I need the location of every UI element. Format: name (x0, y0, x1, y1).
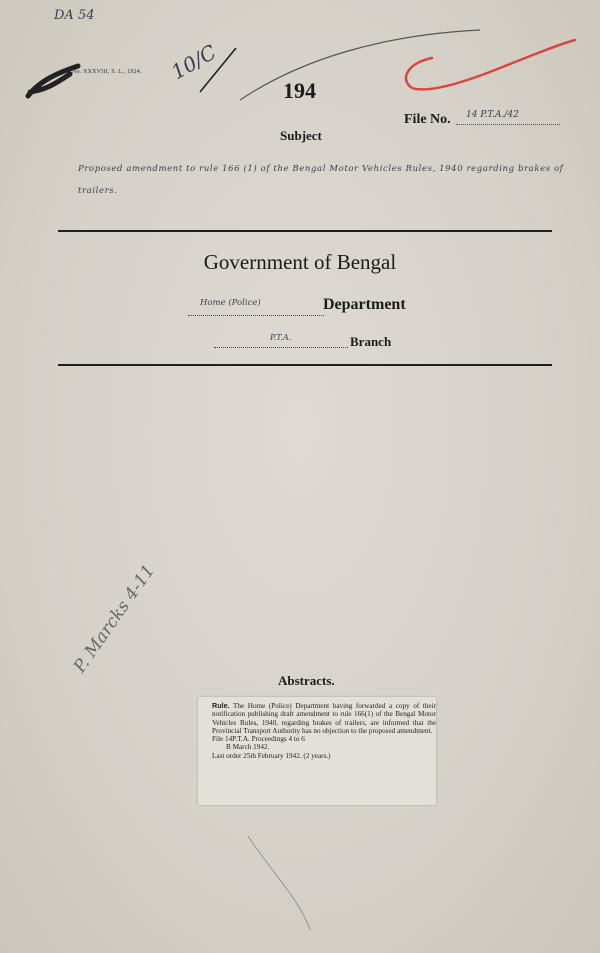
branch-label: Branch (350, 334, 392, 349)
file-number-value: 14 P.T.A./42 (466, 110, 519, 120)
abstract-last-order: Last order 25th February 1942. (2 years.) (212, 751, 331, 760)
file-number-label: File No. (404, 112, 451, 127)
subject-text: Proposed amendment to rule 166 (1) of the Bengal Motor Vehicles Rules, 1940 regarding brakes of trailers. (78, 164, 564, 196)
department-line (188, 315, 324, 316)
government-title: Government of Bengal (203, 250, 397, 274)
margin-annotation: P. Marcks 4-11 (70, 561, 160, 677)
abstract-file-line: File 14P.T.A. Proceedings 4 to 6 (212, 735, 305, 744)
abstract-date-line: B March 1942. (226, 743, 270, 752)
top-divider (58, 230, 552, 232)
branch-line (214, 347, 348, 348)
abstract-slip (198, 697, 436, 805)
file-number-line (456, 124, 560, 125)
department-value: Home (Police) (200, 298, 261, 308)
abstract-body: The Home (Police) Department having forwarded a copy of their notification publishing draft amendment to rule 166(1) of the Bengal Motor Vehicles Rules, 1940, regarding brakes of trailers, are informed that the Provincial Transport Authority has no objection to the proposed amendment. (212, 702, 436, 735)
abstract-text (212, 702, 436, 760)
department-label: Department (323, 296, 406, 313)
top-left-annotation: DA 54 (54, 8, 95, 23)
bottom-divider (58, 364, 552, 366)
subject-label: Subject (280, 128, 322, 143)
abstract-rule-label: Rule. (212, 701, 230, 710)
abstracts-heading: Abstracts. (278, 673, 335, 688)
top-center-annotation: 10/C (167, 39, 221, 85)
year-label: 194 (283, 78, 316, 103)
branch-value: P.T.A. (270, 333, 292, 342)
form-code: No. XXXVIII, S. L., 1924. (72, 69, 142, 75)
